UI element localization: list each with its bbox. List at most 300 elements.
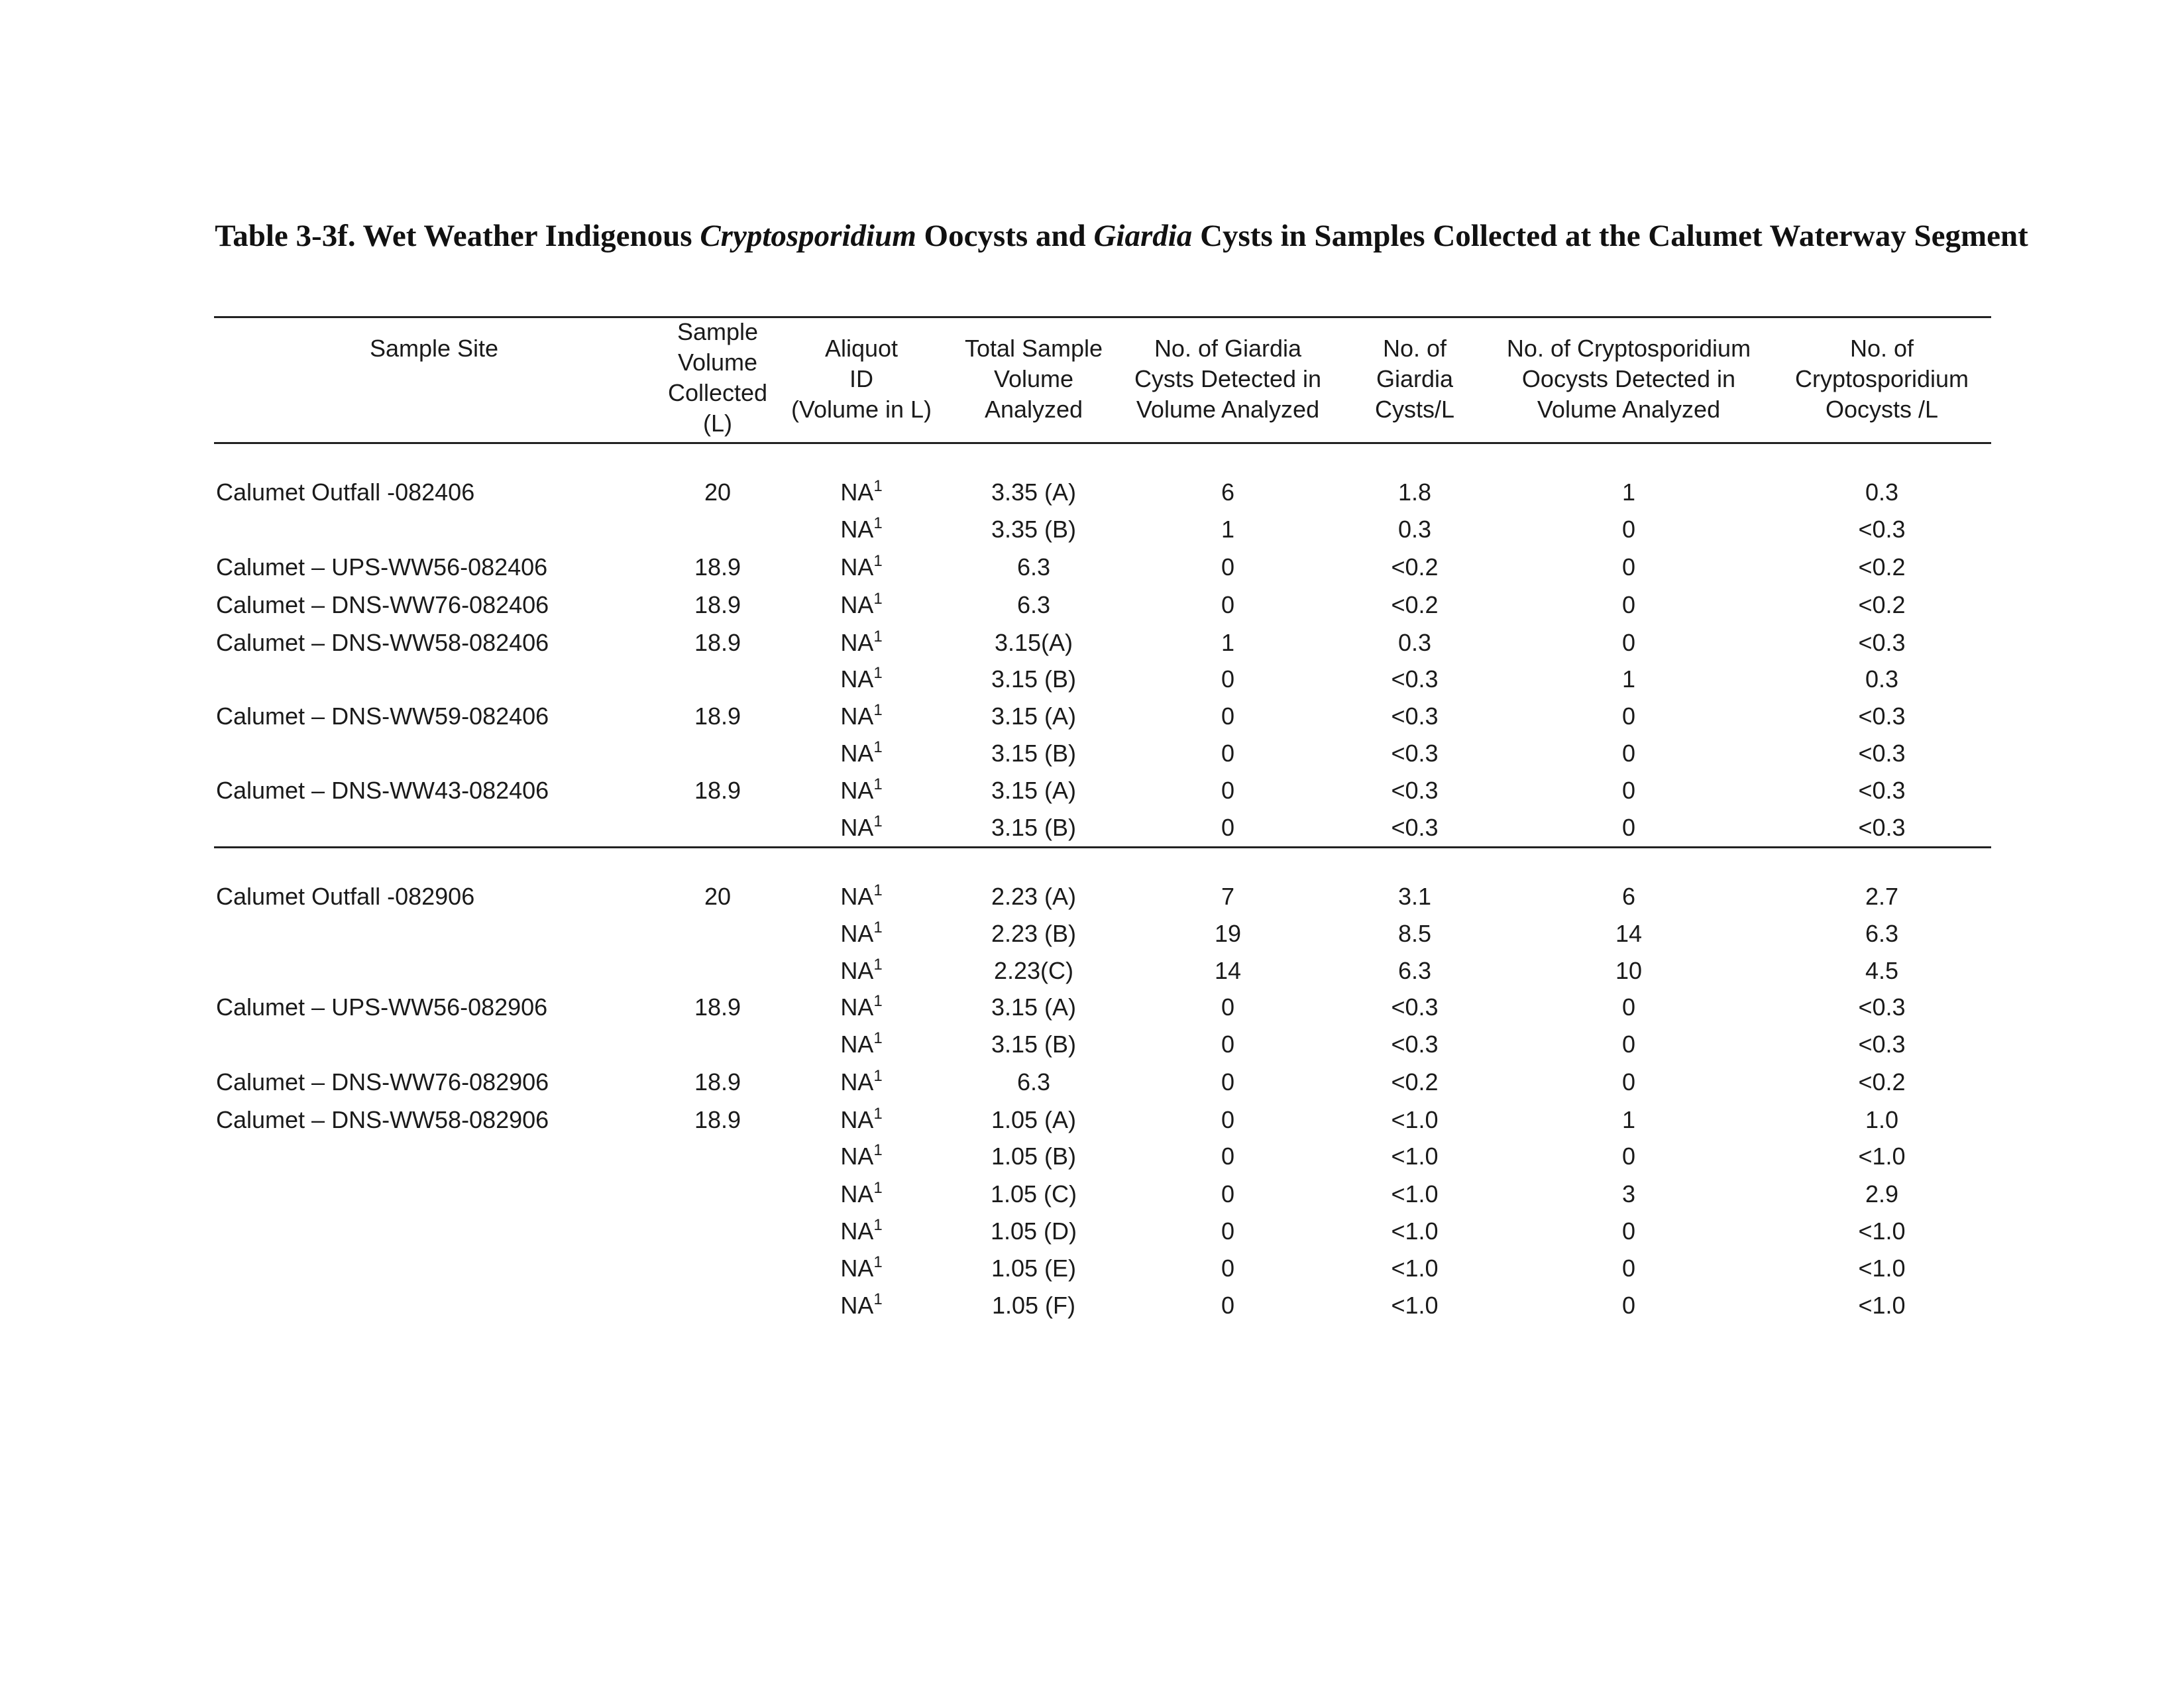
- cell-text: Calumet – DNS-WW76-082906: [216, 1068, 549, 1096]
- cell-text: 0: [1621, 814, 1636, 841]
- cell-text: NA: [840, 957, 874, 984]
- cell-sample-volume: [694, 701, 741, 732]
- cell-text: <0.3: [1391, 777, 1439, 804]
- cell-total-volume: [991, 701, 1076, 732]
- cell-text: 0: [1621, 1031, 1636, 1058]
- cell-text: <1.0: [1858, 1217, 1906, 1245]
- cell-text: 20: [704, 478, 732, 506]
- cell-crypto-detected: [1622, 775, 1635, 806]
- cell-crypto-detected: [1622, 881, 1635, 912]
- cell-text: NA: [840, 1217, 874, 1245]
- footnote-mark: 1: [873, 552, 883, 570]
- cell-text: 0.3: [1865, 665, 1899, 693]
- cell-sample-volume: [694, 1105, 741, 1135]
- cell-aliquot-id: [840, 881, 882, 912]
- cell-text: 3.35 (A): [991, 478, 1077, 506]
- cell-text: 0: [1221, 591, 1235, 618]
- cell-text: <1.0: [1391, 1106, 1439, 1133]
- cell-giardia-per-l: [1398, 477, 1431, 508]
- cell-crypto-detected: [1622, 1067, 1635, 1097]
- cell-text: NA: [840, 1106, 874, 1133]
- cell-crypto-detected: [1622, 664, 1635, 695]
- cell-total-volume: [994, 956, 1073, 986]
- table-title: [212, 217, 2031, 254]
- cell-giardia-per-l: [1398, 956, 1431, 986]
- cell-text: 0: [1221, 1068, 1235, 1096]
- title-text: Cysts in Samples Collected at the Calumet Waterway Segment: [1192, 219, 2028, 253]
- cell-aliquot-id: [840, 514, 882, 545]
- cell-text: 0: [1621, 993, 1636, 1021]
- cell-text: 19: [1214, 920, 1242, 947]
- cell-text: <0.2: [1858, 1068, 1906, 1096]
- cell-crypto-per-l: [1865, 1179, 1898, 1210]
- footnote-mark: 1: [873, 881, 883, 899]
- cell-giardia-detected: [1221, 881, 1234, 912]
- cell-sample-site: [216, 1105, 549, 1135]
- cell-text: 0.3: [1397, 629, 1432, 656]
- title-italic-giardia: Giardia: [1093, 219, 1193, 253]
- cell-crypto-per-l: [1858, 1141, 1905, 1172]
- cell-text: 4.5: [1865, 957, 1899, 984]
- cell-text: 2.23(C): [993, 957, 1074, 984]
- cell-text: 1: [1621, 665, 1636, 693]
- cell-aliquot-id: [840, 1067, 882, 1097]
- cell-crypto-per-l: [1858, 1067, 1905, 1097]
- cell-crypto-detected: [1615, 956, 1642, 986]
- cell-giardia-per-l: [1398, 514, 1431, 545]
- cell-text: 2.9: [1865, 1180, 1899, 1208]
- cell-text: <1.0: [1391, 1292, 1439, 1319]
- cell-text: NA: [840, 553, 874, 581]
- cell-giardia-per-l: [1391, 1067, 1438, 1097]
- cell-crypto-per-l: [1858, 514, 1905, 545]
- cell-giardia-per-l: [1391, 1253, 1438, 1284]
- cell-text: <1.0: [1391, 1180, 1439, 1208]
- cell-text: 1.05 (E): [991, 1255, 1077, 1282]
- footnote-mark: 1: [873, 701, 883, 719]
- cell-text: 1.05 (A): [991, 1106, 1077, 1133]
- cell-text: <1.0: [1858, 1255, 1906, 1282]
- cell-crypto-per-l: [1858, 1290, 1905, 1321]
- cell-text: 1.05 (C): [990, 1180, 1077, 1208]
- cell-giardia-per-l: [1391, 552, 1438, 583]
- cell-total-volume: [1017, 590, 1050, 620]
- cell-text: NA: [840, 883, 874, 910]
- cell-crypto-per-l: [1865, 477, 1898, 508]
- cell-text: NA: [840, 1255, 874, 1282]
- cell-sample-volume: [694, 628, 741, 658]
- cell-text: 1: [1221, 629, 1235, 656]
- cell-text: <0.3: [1858, 993, 1906, 1021]
- cell-text: 0: [1221, 1292, 1235, 1319]
- cell-crypto-detected: [1622, 813, 1635, 843]
- cell-text: 2.23 (A): [991, 883, 1077, 910]
- cell-total-volume: [991, 881, 1076, 912]
- cell-text: 2.23 (B): [991, 920, 1077, 947]
- cell-text: 8.5: [1397, 920, 1432, 947]
- cell-text: <0.3: [1858, 629, 1906, 656]
- cell-text: 18.9: [694, 591, 741, 618]
- cell-giardia-detected: [1221, 1179, 1234, 1210]
- cell-crypto-detected: [1622, 1029, 1635, 1060]
- cell-total-volume: [991, 1216, 1077, 1247]
- cell-total-volume: [991, 1179, 1077, 1210]
- cell-crypto-per-l: [1865, 664, 1898, 695]
- cell-text: 3.15 (A): [991, 703, 1077, 730]
- cell-sample-volume: [694, 775, 741, 806]
- cell-text: 0: [1621, 591, 1636, 618]
- cell-text: NA: [840, 1292, 874, 1319]
- cell-giardia-per-l: [1391, 664, 1438, 695]
- cell-text: <1.0: [1391, 1255, 1439, 1282]
- cell-text: NA: [840, 703, 874, 730]
- cell-aliquot-id: [840, 590, 882, 620]
- cell-crypto-per-l: [1858, 775, 1905, 806]
- cell-total-volume: [991, 1105, 1076, 1135]
- cell-giardia-detected: [1221, 590, 1234, 620]
- cell-text: 0: [1221, 1255, 1235, 1282]
- cell-text: Calumet – DNS-WW43-082406: [216, 777, 549, 804]
- cell-text: 6.3: [1016, 553, 1051, 581]
- cell-text: <0.3: [1858, 1031, 1906, 1058]
- cell-text: 0: [1621, 1255, 1636, 1282]
- cell-giardia-per-l: [1391, 992, 1438, 1023]
- cell-giardia-per-l: [1391, 738, 1438, 769]
- cell-text: NA: [840, 516, 874, 543]
- footnote-mark: 1: [873, 813, 883, 830]
- cell-crypto-per-l: [1858, 1253, 1905, 1284]
- cell-text: 3.15 (A): [991, 777, 1077, 804]
- cell-giardia-per-l: [1391, 1141, 1438, 1172]
- cell-giardia-per-l: [1398, 628, 1431, 658]
- cell-text: 6.3: [1016, 591, 1051, 618]
- cell-total-volume: [991, 738, 1076, 769]
- cell-giardia-per-l: [1391, 1029, 1438, 1060]
- cell-crypto-detected: [1622, 1105, 1635, 1135]
- cell-text: <0.3: [1858, 740, 1906, 767]
- cell-text: 1.0: [1865, 1106, 1899, 1133]
- cell-crypto-detected: [1622, 590, 1635, 620]
- cell-crypto-per-l: [1858, 1029, 1905, 1060]
- footnote-mark: 1: [873, 628, 883, 646]
- cell-sample-site: [216, 992, 547, 1023]
- footnote-mark: 1: [873, 738, 883, 756]
- cell-total-volume: [991, 1253, 1076, 1284]
- footnote-mark: 1: [873, 514, 883, 532]
- cell-sample-volume: [704, 881, 731, 912]
- cell-total-volume: [991, 1141, 1076, 1172]
- cell-giardia-per-l: [1398, 919, 1431, 949]
- cell-giardia-detected: [1215, 956, 1241, 986]
- cell-text: 1.05 (B): [991, 1143, 1077, 1170]
- cell-text: <0.3: [1391, 1031, 1439, 1058]
- cell-text: 18.9: [694, 629, 741, 656]
- cell-text: Calumet – UPS-WW56-082406: [216, 553, 548, 581]
- cell-giardia-detected: [1221, 992, 1234, 1023]
- table-top-rule: [214, 316, 1991, 318]
- cell-text: 18.9: [694, 1068, 741, 1096]
- cell-text: 14: [1615, 920, 1643, 947]
- cell-total-volume: [991, 477, 1076, 508]
- cell-text: 0: [1621, 629, 1636, 656]
- cell-crypto-detected: [1622, 628, 1635, 658]
- cell-sample-site: [216, 552, 547, 583]
- cell-giardia-detected: [1221, 775, 1234, 806]
- cell-text: 3.15 (A): [991, 993, 1077, 1021]
- cell-crypto-per-l: [1858, 701, 1905, 732]
- cell-total-volume: [991, 813, 1076, 843]
- cell-text: 3.1: [1397, 883, 1432, 910]
- cell-text: NA: [840, 993, 874, 1021]
- cell-total-volume: [1017, 552, 1050, 583]
- cell-text: 1.05 (F): [991, 1292, 1076, 1319]
- cell-crypto-detected: [1622, 552, 1635, 583]
- column-header-total-volume: Total Sample Volume Analyzed: [964, 335, 1103, 423]
- cell-text: 3.15 (B): [991, 814, 1077, 841]
- cell-crypto-detected: [1622, 738, 1635, 769]
- cell-giardia-detected: [1221, 1067, 1234, 1097]
- cell-crypto-detected: [1622, 1216, 1635, 1247]
- cell-text: 0: [1221, 1180, 1235, 1208]
- cell-giardia-detected: [1215, 919, 1241, 949]
- cell-text: <0.3: [1391, 740, 1439, 767]
- cell-crypto-per-l: [1858, 992, 1905, 1023]
- cell-text: <0.3: [1391, 703, 1439, 730]
- cell-giardia-detected: [1221, 1105, 1234, 1135]
- cell-text: 20: [704, 883, 732, 910]
- footnote-mark: 1: [873, 775, 883, 793]
- cell-total-volume: [991, 775, 1076, 806]
- cell-sample-volume: [694, 552, 741, 583]
- cell-giardia-detected: [1221, 813, 1234, 843]
- cell-crypto-detected: [1622, 992, 1635, 1023]
- cell-aliquot-id: [840, 552, 882, 583]
- cell-aliquot-id: [840, 1179, 882, 1210]
- cell-crypto-per-l: [1858, 552, 1905, 583]
- cell-giardia-detected: [1221, 738, 1234, 769]
- cell-text: 6.3: [1397, 957, 1432, 984]
- cell-aliquot-id: [840, 1105, 882, 1135]
- cell-text: Calumet – DNS-WW58-082906: [216, 1106, 549, 1133]
- cell-aliquot-id: [840, 738, 882, 769]
- cell-text: 0.3: [1865, 478, 1899, 506]
- cell-text: 0: [1221, 1106, 1235, 1133]
- cell-giardia-detected: [1221, 514, 1234, 545]
- cell-text: 1: [1621, 1106, 1636, 1133]
- cell-text: 0: [1621, 1217, 1636, 1245]
- footnote-mark: 1: [873, 1105, 883, 1123]
- cell-text: Calumet Outfall -082406: [216, 478, 475, 506]
- cell-aliquot-id: [840, 628, 882, 658]
- cell-text: 0: [1221, 993, 1235, 1021]
- cell-aliquot-id: [840, 701, 882, 732]
- cell-sample-site: [216, 628, 549, 658]
- cell-text: 6.3: [1016, 1068, 1051, 1096]
- cell-giardia-detected: [1221, 1253, 1234, 1284]
- cell-text: 3.15 (B): [991, 665, 1077, 693]
- cell-crypto-per-l: [1865, 919, 1898, 949]
- cell-aliquot-id: [840, 775, 882, 806]
- cell-text: 14: [1214, 957, 1242, 984]
- cell-text: <0.2: [1391, 591, 1439, 618]
- cell-text: <0.2: [1858, 591, 1906, 618]
- cell-text: 0: [1221, 814, 1235, 841]
- cell-text: 3.15 (B): [991, 1031, 1077, 1058]
- cell-sample-site: [216, 477, 474, 508]
- cell-text: 1.8: [1397, 478, 1432, 506]
- cell-giardia-detected: [1221, 1029, 1234, 1060]
- cell-crypto-detected: [1622, 1290, 1635, 1321]
- cell-sample-volume: [694, 992, 741, 1023]
- cell-giardia-detected: [1221, 552, 1234, 583]
- footnote-mark: 1: [873, 1067, 883, 1085]
- footnote-mark: 1: [873, 992, 883, 1010]
- cell-text: NA: [840, 591, 874, 618]
- cell-text: NA: [840, 1068, 874, 1096]
- cell-text: 6: [1621, 883, 1636, 910]
- footnote-mark: 1: [873, 1141, 883, 1159]
- cell-crypto-per-l: [1865, 881, 1898, 912]
- column-header-giardia-detected: No. of Giardia Cysts Detected in Volume Analyzed: [1134, 335, 1322, 423]
- column-header-crypto-detected: No. of Cryptosporidium Oocysts Detected in Volume Analyzed: [1506, 335, 1751, 423]
- cell-crypto-detected: [1622, 1179, 1635, 1210]
- cell-aliquot-id: [840, 664, 882, 695]
- cell-text: 1.05 (D): [990, 1217, 1077, 1245]
- cell-sample-site: [216, 881, 474, 912]
- cell-crypto-detected: [1615, 919, 1642, 949]
- cell-aliquot-id: [840, 1216, 882, 1247]
- cell-total-volume: [992, 1290, 1075, 1321]
- cell-text: 2.7: [1865, 883, 1899, 910]
- cell-giardia-detected: [1221, 1290, 1234, 1321]
- title-text: Oocysts and: [916, 219, 1094, 253]
- cell-text: <1.0: [1858, 1143, 1906, 1170]
- cell-text: 0: [1621, 703, 1636, 730]
- cell-text: 0: [1221, 703, 1235, 730]
- cell-text: <0.3: [1391, 665, 1439, 693]
- cell-text: 0: [1621, 740, 1636, 767]
- cell-aliquot-id: [840, 992, 882, 1023]
- cell-giardia-per-l: [1391, 1105, 1438, 1135]
- cell-giardia-detected: [1221, 628, 1234, 658]
- footnote-mark: 1: [873, 477, 883, 495]
- footnote-mark: 1: [873, 590, 883, 608]
- cell-aliquot-id: [840, 1029, 882, 1060]
- cell-total-volume: [991, 664, 1076, 695]
- column-header-sample-volume: Sample Volume Collected (L): [667, 318, 768, 437]
- cell-sample-site: [216, 1067, 549, 1097]
- cell-text: Calumet – DNS-WW58-082406: [216, 629, 549, 656]
- cell-text: <0.3: [1391, 814, 1439, 841]
- cell-total-volume: [995, 628, 1073, 658]
- cell-text: 0: [1621, 516, 1636, 543]
- cell-crypto-per-l: [1858, 628, 1905, 658]
- cell-text: 0: [1221, 1031, 1235, 1058]
- cell-giardia-per-l: [1391, 1290, 1438, 1321]
- cell-text: 0.3: [1397, 516, 1432, 543]
- cell-sample-volume: [704, 477, 731, 508]
- cell-text: <0.2: [1391, 1068, 1439, 1096]
- cell-crypto-detected: [1622, 514, 1635, 545]
- cell-giardia-per-l: [1398, 881, 1431, 912]
- cell-crypto-per-l: [1858, 1216, 1905, 1247]
- cell-text: 3: [1621, 1180, 1636, 1208]
- column-header-crypto-per-l: No. of Cryptosporidium Oocysts /L: [1794, 335, 1969, 423]
- footnote-mark: 1: [873, 1216, 883, 1234]
- footnote-mark: 1: [873, 1290, 883, 1308]
- cell-crypto-detected: [1622, 1141, 1635, 1172]
- cell-giardia-per-l: [1391, 775, 1438, 806]
- cell-text: 0: [1621, 777, 1636, 804]
- cell-text: <0.3: [1858, 516, 1906, 543]
- cell-giardia-per-l: [1391, 813, 1438, 843]
- cell-giardia-detected: [1221, 1216, 1234, 1247]
- title-text: Table 3-3f. Wet Weather Indigenous: [215, 219, 700, 253]
- cell-crypto-per-l: [1858, 813, 1905, 843]
- cell-text: 7: [1221, 883, 1235, 910]
- cell-sample-volume: [694, 1067, 741, 1097]
- cell-aliquot-id: [840, 1253, 882, 1284]
- cell-aliquot-id: [840, 956, 882, 986]
- cell-text: <1.0: [1391, 1217, 1439, 1245]
- cell-text: 1: [1221, 516, 1235, 543]
- footnote-mark: 1: [873, 664, 883, 682]
- cell-text: 0: [1221, 553, 1235, 581]
- cell-text: NA: [840, 740, 874, 767]
- footnote-mark: 1: [873, 1179, 883, 1197]
- cell-crypto-detected: [1622, 1253, 1635, 1284]
- cell-aliquot-id: [840, 1141, 882, 1172]
- cell-text: 0: [1221, 777, 1235, 804]
- cell-text: Calumet – UPS-WW56-082906: [216, 993, 548, 1021]
- title-italic-cryptosporidium: Cryptosporidium: [700, 219, 916, 253]
- cell-text: NA: [840, 920, 874, 947]
- cell-text: 0: [1221, 1217, 1235, 1245]
- cell-text: <0.2: [1391, 553, 1439, 581]
- column-header-aliquot-id: Aliquot ID (Volume in L): [791, 335, 932, 423]
- cell-text: NA: [840, 1143, 874, 1170]
- cell-text: Calumet – DNS-WW76-082406: [216, 591, 549, 618]
- cell-text: NA: [840, 1180, 874, 1208]
- column-header-sample-site: Sample Site: [369, 335, 499, 362]
- cell-giardia-per-l: [1391, 1216, 1438, 1247]
- cell-crypto-per-l: [1865, 1105, 1898, 1135]
- cell-crypto-per-l: [1858, 590, 1905, 620]
- cell-text: 10: [1615, 957, 1643, 984]
- cell-text: NA: [840, 814, 874, 841]
- cell-text: 0: [1621, 1068, 1636, 1096]
- cell-text: Calumet – DNS-WW59-082406: [216, 703, 549, 730]
- cell-total-volume: [991, 919, 1076, 949]
- cell-aliquot-id: [840, 1290, 882, 1321]
- cell-text: <1.0: [1858, 1292, 1906, 1319]
- cell-text: NA: [840, 629, 874, 656]
- cell-text: 18.9: [694, 1106, 741, 1133]
- cell-sample-volume: [694, 590, 741, 620]
- cell-text: 1: [1621, 478, 1636, 506]
- footnote-mark: 1: [873, 919, 883, 936]
- footnote-mark: 1: [873, 1029, 883, 1047]
- cell-giardia-detected: [1221, 701, 1234, 732]
- cell-sample-site: [216, 590, 549, 620]
- footnote-mark: 1: [873, 1253, 883, 1271]
- cell-crypto-detected: [1622, 477, 1635, 508]
- cell-giardia-detected: [1221, 1141, 1234, 1172]
- cell-text: 3.15(A): [994, 629, 1073, 656]
- cell-text: NA: [840, 1031, 874, 1058]
- cell-giardia-per-l: [1391, 590, 1438, 620]
- cell-text: <0.3: [1391, 993, 1439, 1021]
